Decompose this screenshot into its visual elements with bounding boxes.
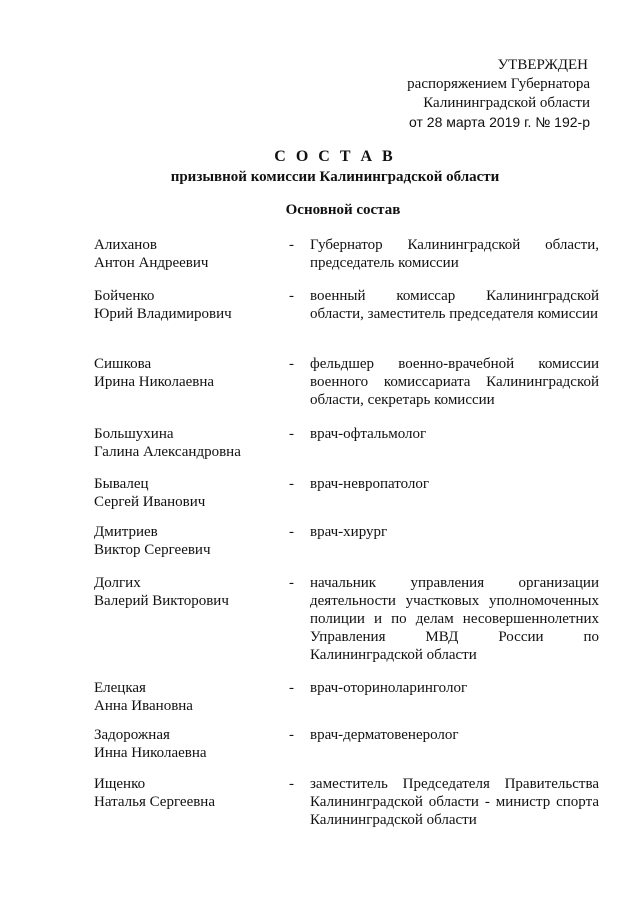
member-first-name: Наталья Сергеевна <box>94 794 215 810</box>
member-first-name: Ирина Николаевна <box>94 374 215 390</box>
member-dash: - <box>289 288 294 304</box>
member-last-name: Ищенко <box>94 776 146 792</box>
member-role: врач-офтальмолог <box>310 426 427 442</box>
document-subtitle: призывной комиссии Калининградской области <box>170 169 500 185</box>
member-last-name: Долгих <box>94 575 141 591</box>
member-dash: - <box>289 680 294 696</box>
document-heading <box>0 147 640 187</box>
member-role: врач-оториноларинголог <box>310 680 468 696</box>
member-dash: - <box>289 237 294 253</box>
approval-line-2: Калининградской области <box>423 95 590 111</box>
approval-date: от 28 марта 2019 г. № 192-р <box>409 114 590 130</box>
member-last-name: Бойченко <box>94 288 155 304</box>
member-dash: - <box>289 476 294 492</box>
member-dash: - <box>289 426 294 442</box>
member-name <box>94 523 284 559</box>
member-name <box>94 726 284 762</box>
member-first-name: Виктор Сергеевич <box>94 542 211 558</box>
member-first-name: Валерий Викторович <box>94 593 229 609</box>
document-title: С О С Т А В <box>274 148 396 165</box>
member-first-name: Инна Николаевна <box>94 745 207 761</box>
member-last-name: Алиханов <box>94 237 157 253</box>
member-last-name: Дмитриев <box>94 524 158 540</box>
member-dash: - <box>289 524 294 540</box>
member-last-name: Задорожная <box>94 727 170 743</box>
member-first-name: Галина Александровна <box>94 444 241 460</box>
member-name <box>94 425 284 461</box>
member-role: Губернатор Калининградской области, председатель комиссии <box>310 237 599 271</box>
member-role: заместитель Председателя Правительства Калининградской области - министр спорта Калининградской области <box>310 776 599 828</box>
member-name <box>94 475 284 511</box>
approval-title: УТВЕРЖДЕН <box>497 57 588 73</box>
member-name <box>94 236 284 272</box>
member-role: военный комиссар Калининградской области, заместитель председателя комиссии <box>310 288 599 322</box>
member-dash: - <box>289 727 294 743</box>
member-role: фельдшер военно-врачебной комиссии военного комиссариата Калининградской области, секретарь комиссии <box>310 356 599 408</box>
member-last-name: Большухина <box>94 426 174 442</box>
member-name <box>94 287 284 323</box>
member-last-name: Бывалец <box>94 476 149 492</box>
member-dash: - <box>289 776 294 792</box>
section-title: Основной состав <box>285 202 401 218</box>
member-first-name: Сергей Иванович <box>94 494 206 510</box>
member-last-name: Сишкова <box>94 356 152 372</box>
member-role: врач-хирург <box>310 524 388 540</box>
member-role: врач-невропатолог <box>310 476 430 492</box>
member-first-name: Анна Ивановна <box>94 698 193 714</box>
member-last-name: Елецкая <box>94 680 146 696</box>
member-dash: - <box>289 575 294 591</box>
member-role: врач-дерматовенеролог <box>310 727 459 743</box>
member-first-name: Антон Андреевич <box>94 255 209 271</box>
member-name <box>94 679 284 715</box>
member-name <box>94 355 284 391</box>
member-role: начальник управления организации деятельности участковых уполномоченных полиции и по делам несовершеннолетних Управления МВД России по Калининградской области <box>310 575 599 663</box>
member-dash: - <box>289 356 294 372</box>
approval-stamp <box>407 56 590 132</box>
member-name <box>94 574 284 610</box>
member-first-name: Юрий Владимирович <box>94 306 232 322</box>
member-name <box>94 775 284 811</box>
approval-line-1: распоряжением Губернатора <box>407 76 590 92</box>
